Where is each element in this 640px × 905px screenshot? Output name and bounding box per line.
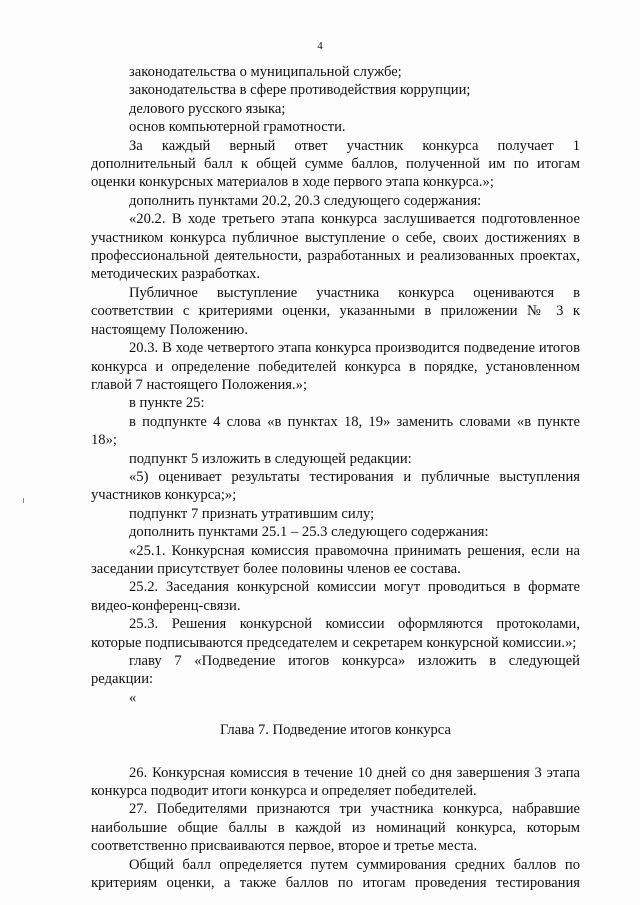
paragraph: подпункт 7 признать утратившим силу; bbox=[129, 505, 375, 522]
paragraph: законодательства о муниципальной службе; bbox=[129, 64, 402, 80]
paragraph: законодательства в сфере противодействия коррупции; bbox=[129, 82, 471, 99]
paragraph: в подпункте 4 слова «в пунктах 18, 19» заменить словами «в пункте 18»; bbox=[91, 413, 580, 449]
margin-mark bbox=[23, 498, 24, 503]
paragraph: 26. Конкурсная комиссия в течение 10 дней со дня завершения 3 этапа конкурса подводит итоги конкурса и определяет победителей. bbox=[91, 764, 580, 800]
paragraph: 27. Победителями признаются три участника конкурса, набравшие наибольшие общие баллы в каждой из номинаций конкурса, которым соответственно присваиваются первое, второе и третье места. bbox=[91, 801, 580, 855]
paragraph: « bbox=[129, 689, 137, 706]
paragraph: 20.3. В ходе четвертого этапа конкурса производится подведение итогов конкурса и определение победителей конкурса в порядке, установленном главой 7 настоящего Положения.»; bbox=[91, 340, 580, 393]
paragraph: «5) оценивает результаты тестирования и публичные выступления участников конкурса;»; bbox=[91, 468, 580, 504]
paragraph: дополнить пунктами 25.1 – 25.3 следующего содержания: bbox=[129, 524, 489, 541]
spacer bbox=[91, 754, 580, 764]
spacer bbox=[91, 740, 580, 754]
chapter-text bbox=[91, 764, 580, 893]
paragraph: делового русского языка; bbox=[129, 100, 286, 117]
amendment-text bbox=[91, 63, 580, 707]
page-number: 4 bbox=[317, 40, 323, 52]
paragraph: Публичное выступление участника конкурса оцениваются в соответствии с критериями оценки, указанными в приложении № 3 к настоящему Положению. bbox=[91, 284, 580, 338]
chapter-title: Глава 7. Подведение итогов конкурса bbox=[220, 722, 451, 739]
paragraph: За каждый верный ответ участник конкурса получает 1 дополнительный балл к общей сумме баллов, полученной им по итогам оценки конкурсных материалов в ходе первого этапа конкурса.»; bbox=[91, 137, 580, 191]
paragraph: Общий балл определяется путем суммирования средних баллов по критериям оценки, а также баллов по итогам проведения тестирования bbox=[91, 856, 580, 892]
paragraph: в пункте 25: bbox=[129, 395, 205, 412]
spacer bbox=[91, 707, 580, 721]
paragraph: дополнить пунктами 20.2, 20.3 следующего содержания: bbox=[129, 192, 482, 209]
paragraph: 25.3. Решения конкурсной комиссии оформляются протоколами, которые подписываются председателем и секретарем конкурсной комиссии.»; bbox=[91, 616, 580, 651]
paragraph: подпункт 5 изложить в следующей редакции: bbox=[129, 450, 412, 467]
paragraph: главу 7 «Подведение итогов конкурса» изложить в следующей редакции: bbox=[91, 653, 580, 688]
paragraph: 25.2. Заседания конкурсной комиссии могут проводиться в формате видео-конференц-связи. bbox=[91, 579, 580, 614]
paragraph: «25.1. Конкурсная комиссия правомочна принимать решения, если на заседании присутствует более половины членов ее состава. bbox=[91, 542, 580, 577]
document-body bbox=[91, 63, 580, 892]
paragraph: «20.2. В ходе третьего этапа конкурса заслушивается подготовленное участником конкурса публичное выступление о себе, своих достижениях в профессиональной деятельности, разработанных и реализованных проектах, методических разработках. bbox=[91, 211, 580, 283]
paragraph: основ компьютерной грамотности. bbox=[129, 119, 346, 136]
